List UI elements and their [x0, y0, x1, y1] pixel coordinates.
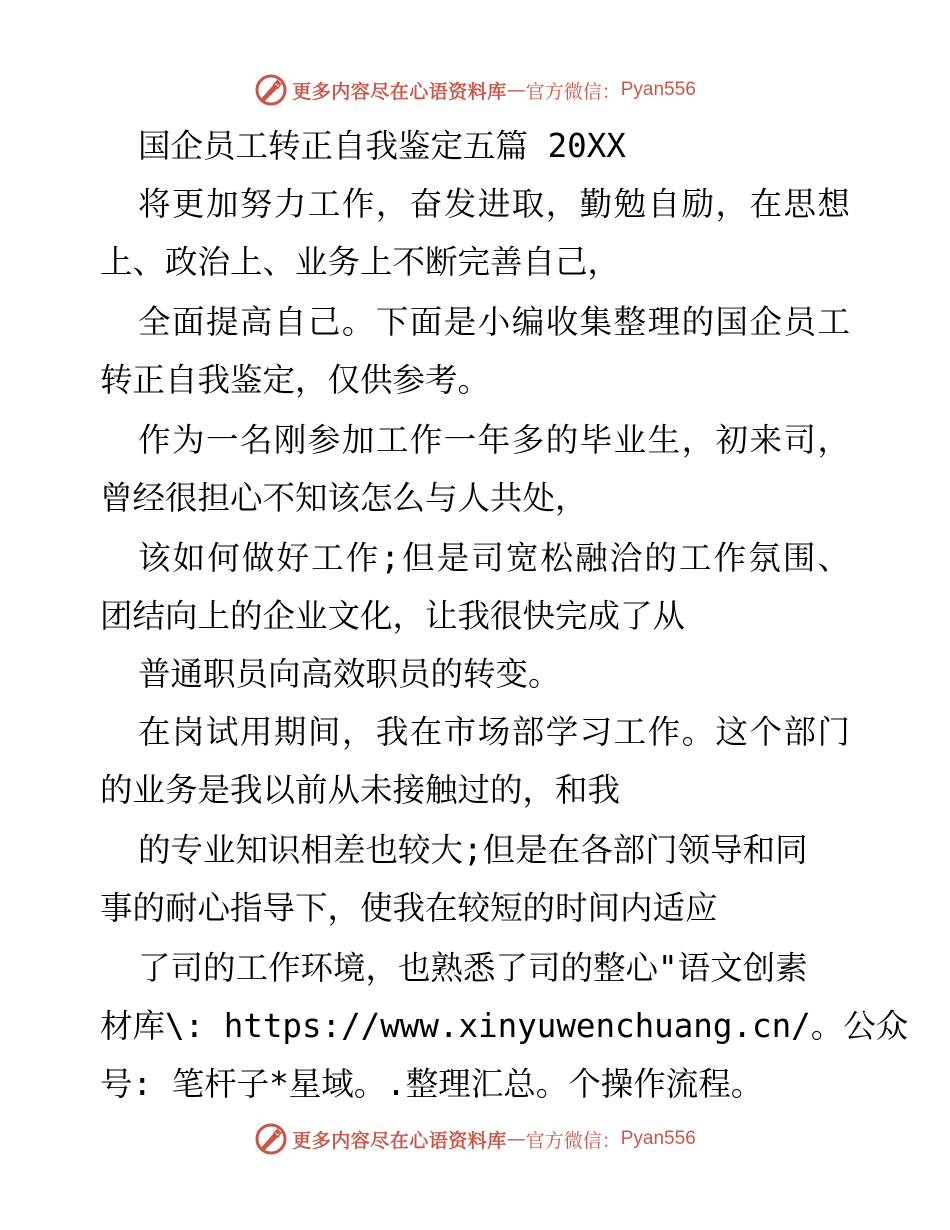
- banner-dash: —: [506, 79, 526, 101]
- footer-banner: [0, 1119, 950, 1159]
- paragraph-line: 的专业知识相差也较大;但是在各部门领导和同: [138, 831, 808, 869]
- pen-logo-icon: [254, 1122, 288, 1156]
- paragraph-line: 团结向上的企业文化，让我很快完成了从: [100, 597, 686, 635]
- paragraph-line: 上、政治上、业务上不断完善自己，: [100, 243, 621, 281]
- banner-wechat-id: Pyan556: [620, 79, 696, 100]
- paragraph-line: 材库\: https://www.xinyuwenchuang.cn/。公众: [100, 1007, 909, 1045]
- banner-wechat-label: 官方微信：: [525, 1129, 621, 1152]
- banner-wechat-label: 官方微信：: [525, 80, 621, 103]
- pen-logo-icon: [254, 73, 288, 107]
- paragraph-line: 转正自我鉴定，仅供参考。: [100, 361, 491, 399]
- paragraph-line: 普通职员向高效职员的转变。: [138, 655, 561, 693]
- paragraph-line: 该如何做好工作;但是司宽松融洽的工作氛围、: [138, 539, 850, 577]
- document-title: 国企员工转正自我鉴定五篇 20XX: [138, 127, 626, 165]
- paragraph-line: 了司的工作环境，也熟悉了司的整心"语文创素: [138, 949, 808, 987]
- paragraph-line: 的业务是我以前从未接触过的，和我: [100, 771, 621, 809]
- banner-main-text: 更多内容尽在心语资料库: [292, 80, 507, 103]
- paragraph-line: 号: 笔杆子*星域。.整理汇总。个操作流程。: [100, 1065, 764, 1103]
- paragraph-line: 将更加努力工作，奋发进取，勤勉自励，在思想: [138, 185, 850, 223]
- paragraph-line: 事的耐心指导下，使我在较短的时间内适应: [100, 889, 718, 927]
- banner-dash: —: [506, 1128, 526, 1150]
- paragraph-line: 全面提高自己。下面是小编收集整理的国企员工: [138, 303, 850, 341]
- banner-main-text: 更多内容尽在心语资料库: [292, 1129, 507, 1152]
- banner-wechat-id: Pyan556: [620, 1128, 696, 1149]
- header-banner: [0, 70, 950, 110]
- paragraph-line: 曾经很担心不知该怎么与人共处，: [100, 479, 588, 517]
- paragraph-line: 作为一名刚参加工作一年多的毕业生，初来司，: [138, 421, 850, 459]
- paragraph-line: 在岗试用期间，我在市场部学习工作。这个部门: [138, 713, 850, 751]
